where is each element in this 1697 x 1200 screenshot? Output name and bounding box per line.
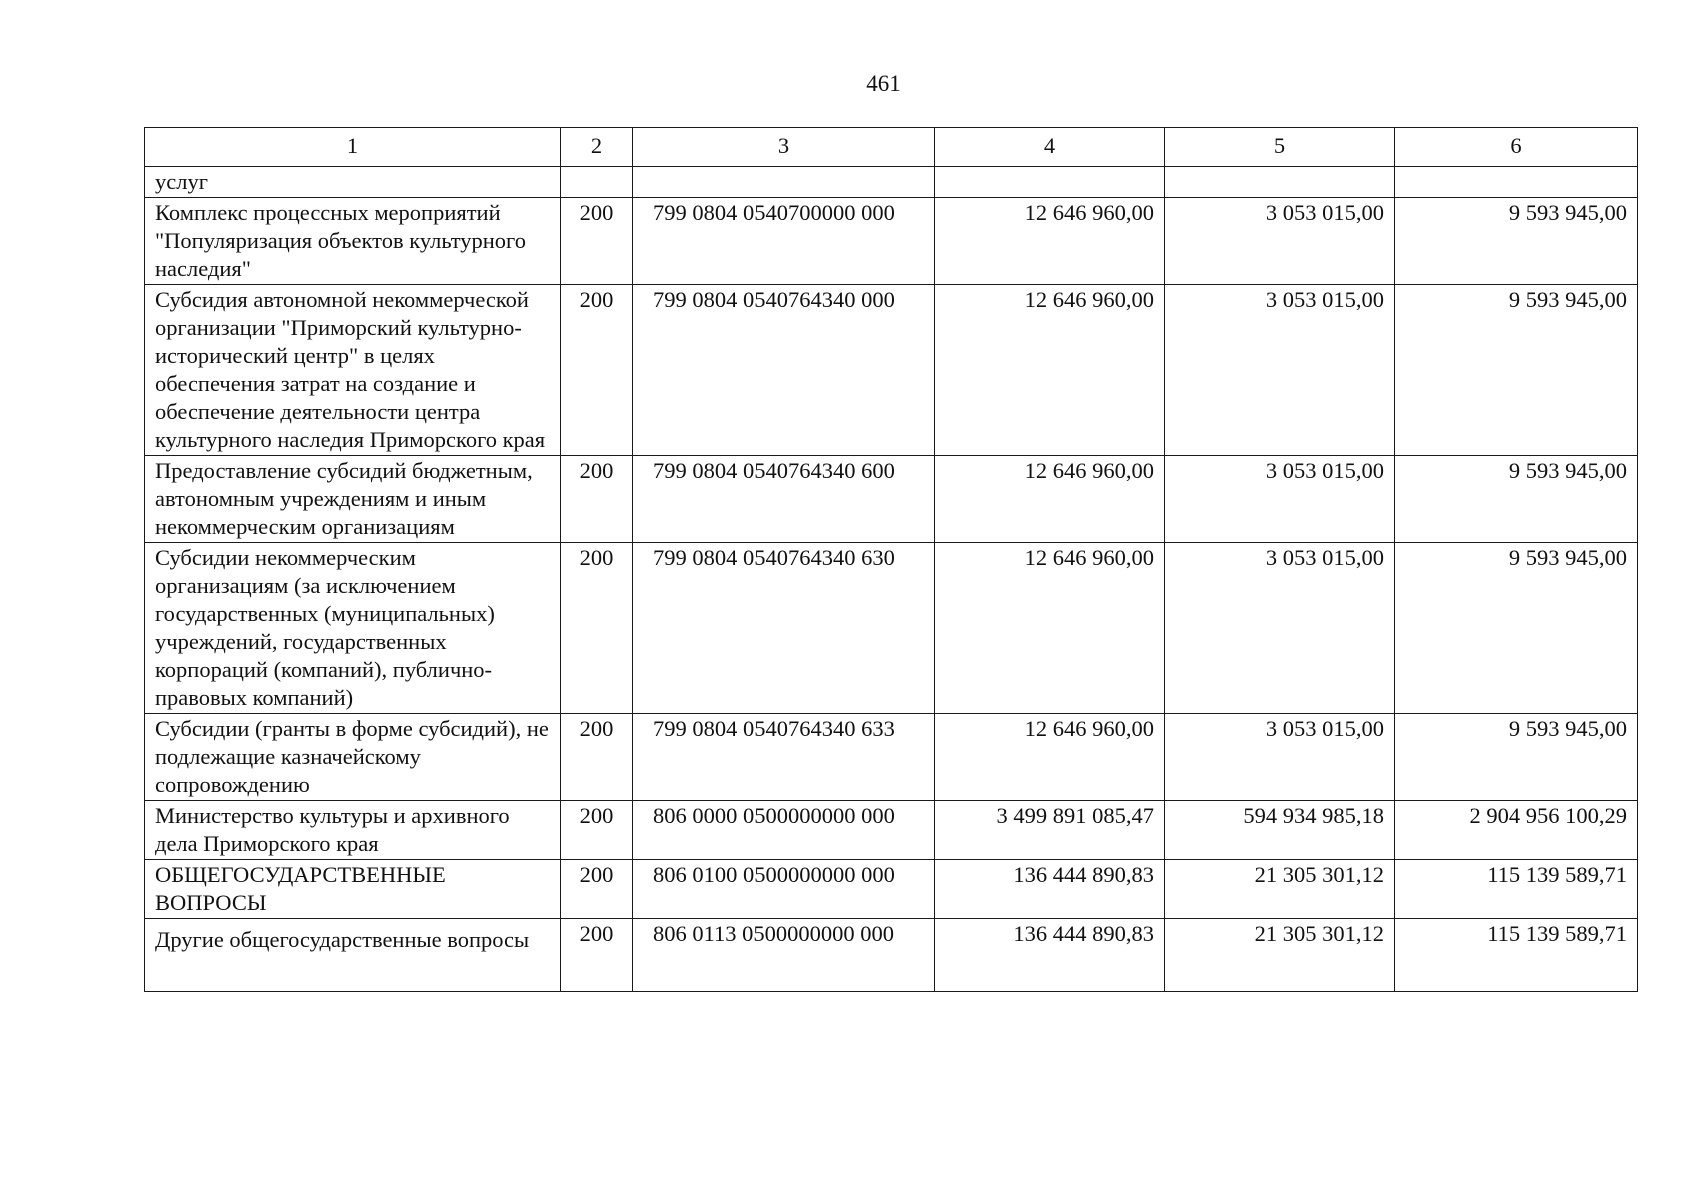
amount-col6-cell [1395, 167, 1638, 198]
table-row [145, 285, 1638, 456]
amount-col5-cell: 3 053 015,00 [1165, 198, 1395, 285]
budget-code-cell: 799 0804 0540700000 000 [633, 198, 935, 285]
table-row [145, 919, 1638, 992]
budget-code-cell: 806 0100 0500000000 000 [633, 860, 935, 919]
budget-code-cell: 806 0113 0500000000 000 [633, 919, 935, 992]
column-header: 1 [145, 128, 561, 167]
row-name-cell: услуг [145, 167, 561, 198]
column-header: 5 [1165, 128, 1395, 167]
amount-col4-cell: 136 444 890,83 [935, 919, 1165, 992]
amount-col4-cell: 3 499 891 085,47 [935, 801, 1165, 860]
page-number: 461 [866, 71, 901, 96]
amount-col5-cell: 3 053 015,00 [1165, 285, 1395, 456]
amount-col6-cell: 9 593 945,00 [1395, 714, 1638, 801]
amount-col4-cell: 12 646 960,00 [935, 456, 1165, 543]
row-name-cell: Субсидии некоммерческим организациям (за исключением государственных (муниципальных) учреждений, государственных корпораций (компаний), публично-правовых компаний) [145, 543, 561, 714]
table-row [145, 860, 1638, 919]
amount-col4-cell [935, 167, 1165, 198]
header-row [145, 128, 1638, 167]
table-row [145, 801, 1638, 860]
column-header: 6 [1395, 128, 1638, 167]
amount-col4-cell: 12 646 960,00 [935, 285, 1165, 456]
amount-col6-cell: 9 593 945,00 [1395, 456, 1638, 543]
budget-table [144, 127, 1638, 992]
amount-col4-cell: 12 646 960,00 [935, 198, 1165, 285]
budget-code-cell: 799 0804 0540764340 600 [633, 456, 935, 543]
admin-code-cell: 200 [561, 801, 633, 860]
table-row [145, 456, 1638, 543]
amount-col5-cell: 21 305 301,12 [1165, 860, 1395, 919]
table-row [145, 198, 1638, 285]
admin-code-cell: 200 [561, 198, 633, 285]
admin-code-cell: 200 [561, 543, 633, 714]
amount-col6-cell: 115 139 589,71 [1395, 919, 1638, 992]
row-name-cell: Министерство культуры и архивного дела Приморского края [145, 801, 561, 860]
budget-code-cell: 806 0000 0500000000 000 [633, 801, 935, 860]
amount-col4-cell: 12 646 960,00 [935, 543, 1165, 714]
row-name-cell: Субсидии (гранты в форме субсидий), не подлежащие казначейскому сопровождению [145, 714, 561, 801]
amount-col6-cell: 115 139 589,71 [1395, 860, 1638, 919]
admin-code-cell [561, 167, 633, 198]
amount-col5-cell: 3 053 015,00 [1165, 456, 1395, 543]
column-header: 3 [633, 128, 935, 167]
admin-code-cell: 200 [561, 285, 633, 456]
row-name-cell: Предоставление субсидий бюджетным, автономным учреждениям и иным некоммерческим организациям [145, 456, 561, 543]
row-name-cell: Комплекс процессных мероприятий "Популяризация объектов культурного наследия" [145, 198, 561, 285]
amount-col5-cell: 594 934 985,18 [1165, 801, 1395, 860]
budget-code-cell: 799 0804 0540764340 000 [633, 285, 935, 456]
amount-col4-cell: 12 646 960,00 [935, 714, 1165, 801]
amount-col5-cell: 3 053 015,00 [1165, 714, 1395, 801]
amount-col6-cell: 2 904 956 100,29 [1395, 801, 1638, 860]
row-name-cell: Субсидия автономной некоммерческой организации "Приморский культурно-исторический центр" в целях обеспечения затрат на создание и обеспечение деятельности центра культурного наследия Приморского края [145, 285, 561, 456]
budget-code-cell [633, 167, 935, 198]
amount-col6-cell: 9 593 945,00 [1395, 285, 1638, 456]
admin-code-cell: 200 [561, 919, 633, 992]
row-name-cell: ОБЩЕГОСУДАРСТВЕННЫЕ ВОПРОСЫ [145, 860, 561, 919]
amount-col6-cell: 9 593 945,00 [1395, 198, 1638, 285]
admin-code-cell: 200 [561, 456, 633, 543]
column-header: 4 [935, 128, 1165, 167]
table-row [145, 167, 1638, 198]
budget-code-cell: 799 0804 0540764340 633 [633, 714, 935, 801]
amount-col5-cell [1165, 167, 1395, 198]
admin-code-cell: 200 [561, 860, 633, 919]
row-name-cell: Другие общегосударственные вопросы [145, 919, 561, 992]
amount-col5-cell: 21 305 301,12 [1165, 919, 1395, 992]
amount-col6-cell: 9 593 945,00 [1395, 543, 1638, 714]
amount-col5-cell: 3 053 015,00 [1165, 543, 1395, 714]
budget-code-cell: 799 0804 0540764340 630 [633, 543, 935, 714]
table-row [145, 543, 1638, 714]
table-row [145, 714, 1638, 801]
column-header: 2 [561, 128, 633, 167]
amount-col4-cell: 136 444 890,83 [935, 860, 1165, 919]
admin-code-cell: 200 [561, 714, 633, 801]
